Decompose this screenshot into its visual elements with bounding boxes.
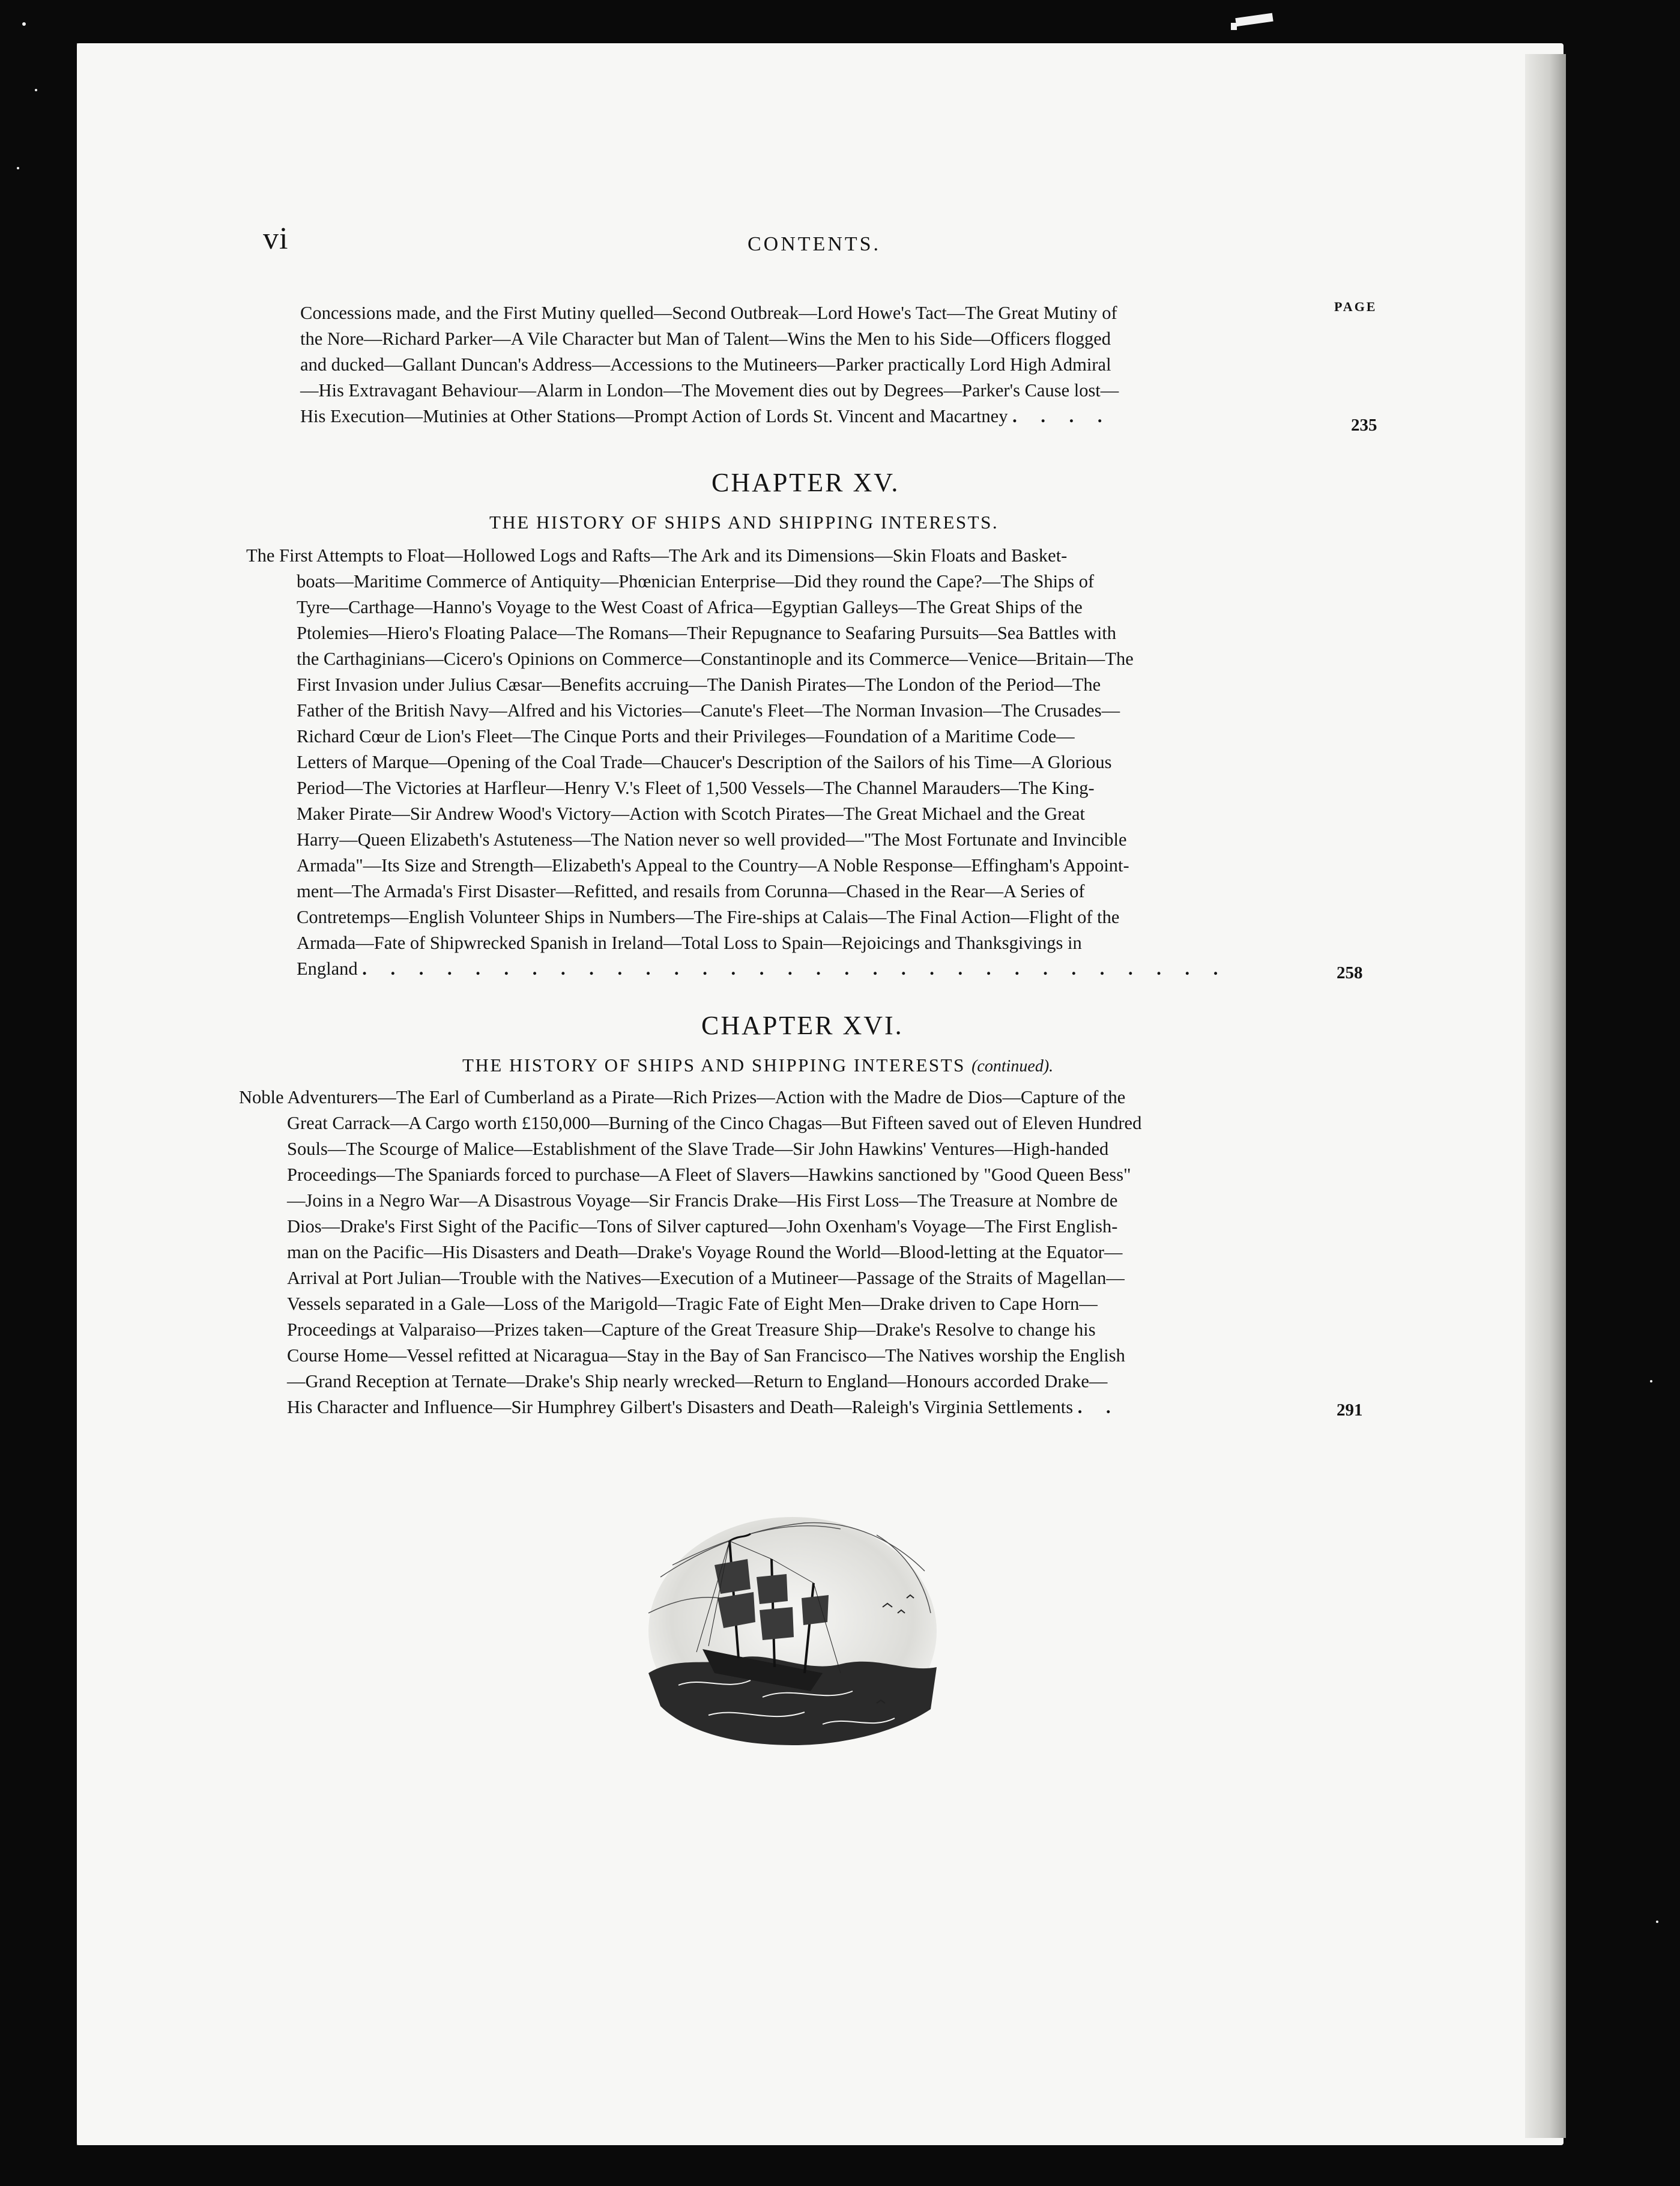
- chapter-title: CHAPTER XVI.: [701, 1011, 904, 1040]
- entry-line: Arrival at Port Julian—Trouble with the Natives—Execution of a Mutineer—Passage of the Straits of Magellan—: [287, 1268, 1125, 1288]
- chapter-subtitle: THE HISTORY OF SHIPS AND SHIPPING INTERESTS.: [489, 512, 999, 533]
- entry-line: Richard Cœur de Lion's Fleet—The Cinque Ports and their Privileges—Foundation of a Maritime Code—: [297, 726, 1075, 746]
- entry-line: the Carthaginians—Cicero's Opinions on Commerce—Constantinople and its Commerce—Venice—Britain—The: [297, 649, 1134, 669]
- entry-line: Letters of Marque—Opening of the Coal Trade—Chaucer's Description of the Sailors of his Time—A Glorious: [297, 752, 1112, 772]
- entry-line: man on the Pacific—His Disasters and Death—Drake's Voyage Round the World—Blood-letting at the Equator—: [287, 1242, 1123, 1262]
- entry-line: The First Attempts to Float—Hollowed Logs and Rafts—The Ark and its Dimensions—Skin Floats and Basket-: [246, 545, 1068, 566]
- entry-line: Maker Pirate—Sir Andrew Wood's Victory—Action with Scotch Pirates—The Great Michael and the Great: [297, 804, 1085, 824]
- ship-in-storm-illustration: [624, 1493, 961, 1752]
- chapter-title: CHAPTER XV.: [712, 468, 900, 497]
- entry-line: and ducked—Gallant Duncan's Address—Accessions to the Mutineers—Parker practically Lord High Admiral: [300, 354, 1111, 375]
- entry-line: England . . . . . . . . . . . . . . . . . . . . . . . . . . . . . . .: [297, 958, 1228, 979]
- entry-line: Armada"—Its Size and Strength—Elizabeth's Appeal to the Country—A Noble Response—Effingham's Appoint-: [297, 855, 1129, 876]
- entry-line: Contretemps—English Volunteer Ships in Numbers—The Fire-ships at Calais—The Final Action—Flight of the: [297, 907, 1120, 927]
- entry-line: Vessels separated in a Gale—Loss of the Marigold—Tragic Fate of Eight Men—Drake driven to Cape Horn—: [287, 1294, 1098, 1314]
- continued-entry: [300, 300, 1348, 429]
- entry-line: Father of the British Navy—Alfred and his Victories—Canute's Fleet—The Norman Invasion—The Crusades—: [297, 700, 1120, 721]
- entry-line: First Invasion under Julius Cæsar—Benefits accruing—The Danish Pirates—The London of the Period—The: [297, 674, 1101, 695]
- page-ref: 235: [1351, 416, 1377, 435]
- entry-line: the Nore—Richard Parker—A Vile Character but Man of Talent—Wins the Men to his Side—Officers flogged: [300, 329, 1111, 349]
- page-column-label: PAGE: [1334, 299, 1377, 314]
- entry-line: Ptolemies—Hiero's Floating Palace—The Romans—Their Repugnance to Seafaring Pursuits—Sea Battles with: [297, 623, 1117, 643]
- chapter-entry: [239, 1085, 1340, 1420]
- entry-line: Proceedings—The Spaniards forced to purchase—A Fleet of Slavers—Hawkins sanctioned by "Good Queen Bess": [287, 1164, 1131, 1185]
- entry-line: Dios—Drake's First Sight of the Pacific—Tons of Silver captured—John Oxenham's Voyage—The First English-: [287, 1216, 1118, 1237]
- entry-line: Tyre—Carthage—Hanno's Voyage to the West Coast of Africa—Egyptian Galleys—The Great Ships of the: [297, 597, 1083, 617]
- folio-number: vi: [263, 222, 289, 256]
- entry-line: His Character and Influence—Sir Humphrey Gilbert's Disasters and Death—Raleigh's Virginia Settlements . .: [287, 1397, 1120, 1417]
- entry-line: —His Extravagant Behaviour—Alarm in London—The Movement dies out by Degrees—Parker's Cause lost—: [300, 380, 1119, 401]
- entry-line: Noble Adventurers—The Earl of Cumberland as a Pirate—Rich Prizes—Action with the Madre de Dios—Capture of the: [239, 1087, 1126, 1107]
- entry-line: Period—The Victories at Harfleur—Henry V.'s Fleet of 1,500 Vessels—The Channel Marauders—The King-: [297, 778, 1095, 798]
- entry-line: boats—Maritime Commerce of Antiquity—Phœnician Enterprise—Did they round the Cape?—The Ships of: [297, 571, 1095, 592]
- running-head: CONTENTS.: [748, 233, 881, 255]
- entry-line: —Joins in a Negro War—A Disastrous Voyage—Sir Francis Drake—His First Loss—The Treasure at Nombre de: [287, 1190, 1118, 1211]
- entry-line: Concessions made, and the First Mutiny quelled—Second Outbreak—Lord Howe's Tact—The Great Mutiny of: [300, 303, 1117, 323]
- entry-line: —Grand Reception at Ternate—Drake's Ship nearly wrecked—Return to England—Honours accorded Drake—: [287, 1371, 1108, 1391]
- chapter-entry: [246, 543, 1344, 982]
- entry-line: Course Home—Vessel refitted at Nicaragua—Stay in the Bay of San Francisco—The Natives worship the English: [287, 1345, 1125, 1366]
- entry-line: Great Carrack—A Cargo worth £150,000—Burning of the Cinco Chagas—But Fifteen saved out of Eleven Hundred: [287, 1113, 1142, 1133]
- page-ref: 258: [1337, 963, 1363, 982]
- entry-line: Souls—The Scourge of Malice—Establishment of the Slave Trade—Sir John Hawkins' Ventures—High-handed: [287, 1139, 1109, 1159]
- entry-line: Armada—Fate of Shipwrecked Spanish in Ireland—Total Loss to Spain—Rejoicings and Thanksgivings in: [297, 933, 1082, 953]
- chapter-subtitle: THE HISTORY OF SHIPS AND SHIPPING INTERESTS (continued).: [462, 1055, 1054, 1076]
- entry-line: Proceedings at Valparaiso—Prizes taken—Capture of the Great Treasure Ship—Drake's Resolve to change his: [287, 1319, 1096, 1340]
- entry-line: ment—The Armada's First Disaster—Refitted, and resails from Corunna—Chased in the Rear—A Series of: [297, 881, 1085, 901]
- entry-line: His Execution—Mutinies at Other Stations—Prompt Action of Lords St. Vincent and Macartney . . . .: [300, 406, 1112, 426]
- page-ref: 291: [1337, 1400, 1363, 1420]
- entry-line: Harry—Queen Elizabeth's Astuteness—The Nation never so well provided—"The Most Fortunate and Invincible: [297, 829, 1127, 850]
